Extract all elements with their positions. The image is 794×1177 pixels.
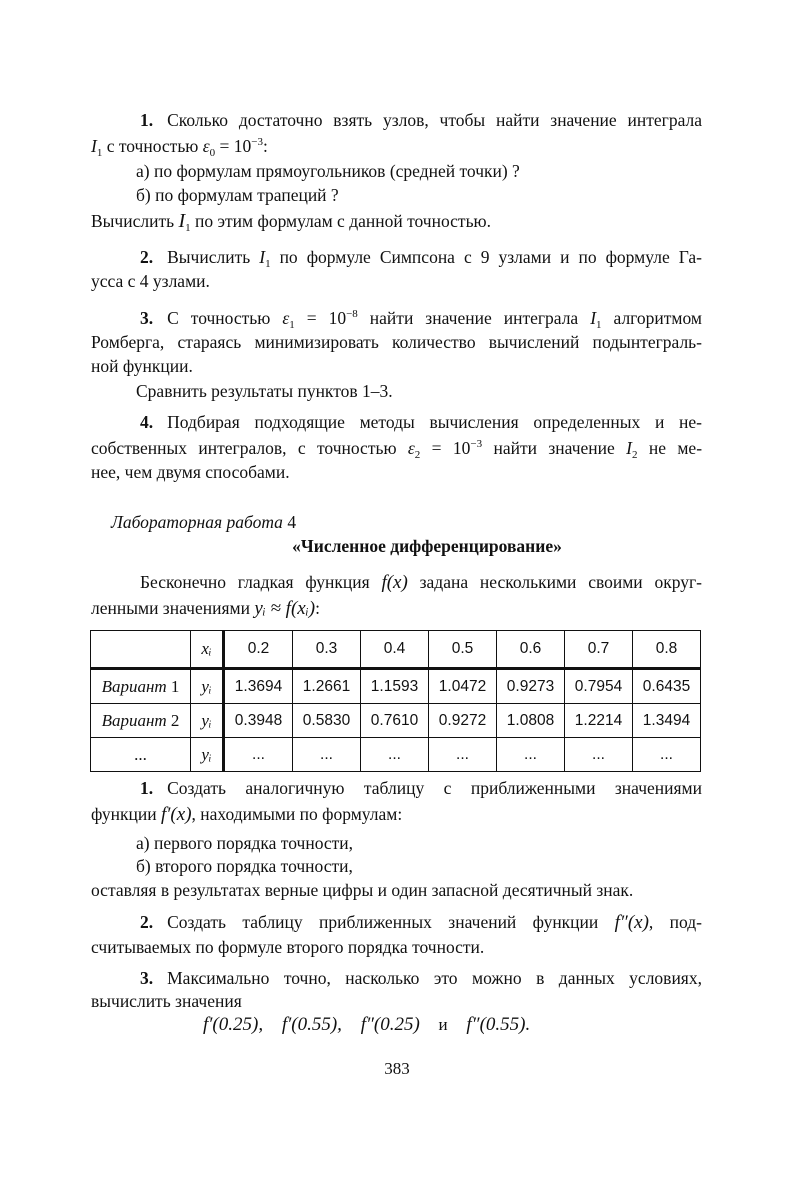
task4-line2 (91, 437, 702, 459)
intro-pre: Бесконечно гладкая функция (140, 572, 382, 592)
variant-number: 2 (166, 710, 180, 730)
s2-task3-formulas (203, 1014, 530, 1036)
var-sub: 1 (596, 319, 602, 331)
lab-label (111, 511, 296, 533)
table-cell: 0.7 (565, 631, 633, 669)
var-I: I (259, 247, 266, 267)
table-header-label (91, 631, 191, 669)
table-row-var: yᵢ (191, 669, 224, 704)
table-row-label (91, 704, 191, 738)
s2-line2-post: , находимыми по формулам: (191, 804, 403, 824)
values-table (90, 630, 701, 772)
epsilon-sub: 2 (414, 449, 421, 461)
var-I: I (178, 210, 186, 232)
table-cell: ... (497, 738, 565, 772)
table-cell: 1.0808 (497, 704, 565, 738)
intro2-formula: yᵢ ≈ f(xᵢ) (254, 598, 316, 619)
table-cell: ... (633, 738, 701, 772)
table-cell: 0.6 (497, 631, 565, 669)
task1-line2-text: с точностью (102, 136, 203, 156)
table-cell: 0.9273 (497, 669, 565, 704)
table-cell: 0.3 (293, 631, 361, 669)
table-row (91, 704, 701, 738)
table-cell: 0.8 (633, 631, 701, 669)
s2-task2-pre: Создать таблицу приближенных значений функции (167, 912, 615, 932)
conjunction: и (438, 1015, 448, 1034)
derivative-f1: f′(x) (161, 804, 192, 825)
intro2-pre: ленными значениями (91, 598, 255, 618)
task1-item-a: а) по формулам прямоугольников (средней точки) ? (136, 161, 520, 181)
epsilon-symbol: ε (202, 136, 210, 156)
formula-fpp-025: f″(0.25) (360, 1014, 420, 1035)
table-cell: 1.2661 (293, 669, 361, 704)
lab-title: «Численное дифференцирование» (292, 536, 562, 556)
epsilon-power: −3 (251, 136, 264, 148)
task3-line2: Ромберга, стараясь минимизировать количество вычислений подынтеграль- (91, 332, 702, 352)
task4-mid: найти значение (482, 438, 627, 458)
var-I: I (91, 136, 97, 156)
task1-compute (91, 210, 491, 232)
var-sub: 1 (265, 258, 271, 270)
var-sub: 1 (96, 147, 103, 159)
variant-text: Вариант (101, 710, 167, 730)
var-sub: 1 (185, 222, 191, 234)
table-cell: 0.7610 (361, 704, 429, 738)
task1-text: Сколько достаточно взять узлов, чтобы найти значение интеграла (167, 110, 702, 130)
s2-task3-line1 (140, 967, 702, 989)
s2-task2-number: 2. (140, 912, 154, 932)
intro-fx: f(x) (381, 572, 408, 593)
table-row-label (91, 738, 191, 772)
task1-line2 (91, 135, 268, 157)
table-row (91, 669, 701, 704)
s2-line2-pre: функции (91, 804, 161, 824)
variant-number: ... (134, 744, 147, 764)
table-cell: 0.6435 (633, 669, 701, 704)
intro-post: задана несколькими своими округ- (407, 572, 702, 592)
s2-task1-line2 (91, 803, 402, 826)
s2-task1-end: оставляя в результатах верные цифры и один запасной десятичный знак. (91, 880, 634, 900)
s2-task1-text: Создать аналогичную таблицу с приближенными значениями (167, 778, 702, 798)
epsilon-eq: = 10 (294, 308, 347, 328)
table-row-var: yᵢ (191, 704, 224, 738)
table-cell: 0.2 (224, 631, 293, 669)
table-cell: 1.0472 (429, 669, 497, 704)
compute-pre: Вычислить (91, 211, 179, 231)
table-cell: 1.2214 (565, 704, 633, 738)
s2-task2-post: , под- (648, 912, 702, 932)
intro2-post: : (315, 598, 320, 618)
task4-pre: собственных интегралов, с точностью (91, 438, 408, 458)
derivative-f2: f″(x) (614, 912, 649, 933)
variant-text: Вариант (101, 676, 167, 696)
s2-task2-line1 (140, 911, 702, 934)
epsilon-symbol: ε (282, 308, 290, 328)
epsilon-symbol: ε (407, 438, 415, 458)
task4-line3: нее, чем двумя способами. (91, 462, 290, 482)
task4-text: Подбирая подходящие методы вычисления определенных и не- (167, 412, 702, 432)
s2-task1-line1 (140, 777, 702, 799)
table-cell: ... (429, 738, 497, 772)
table-cell: 0.5 (429, 631, 497, 669)
compute-post: по этим формулам с данной точностью. (190, 211, 492, 231)
table-cell: ... (565, 738, 633, 772)
epsilon-eq: = 10 (215, 136, 252, 156)
s2-task1-item-a: а) первого порядка точности, (136, 833, 354, 853)
compare-line: Сравнить результаты пунктов 1–3. (136, 381, 393, 401)
formula-fp-025: f′(0.25), (203, 1014, 264, 1035)
s2-task3-text: Максимально точно, насколько это можно в данных условиях, (167, 968, 702, 988)
task3-line3: ной функции. (91, 356, 193, 376)
variant-number: 1 (166, 676, 180, 696)
task4-post: не ме- (637, 438, 703, 458)
task1-line1 (140, 109, 702, 131)
s2-task3-number: 3. (140, 968, 154, 988)
task3-line1 (140, 307, 702, 329)
table-header-var: xᵢ (191, 631, 224, 669)
table-row-var: yᵢ (191, 738, 224, 772)
table-header-row (91, 631, 701, 669)
task2-post: по формуле Симпсона с 9 узлами и по формуле Га- (270, 247, 702, 267)
task2-line2: усса с 4 узлами. (91, 271, 210, 291)
table-cell: 0.3948 (224, 704, 293, 738)
lab-intro-line1 (140, 571, 702, 594)
lab-number: 4 (282, 512, 297, 532)
var-sub: 2 (631, 449, 638, 461)
epsilon-sub: 0 (209, 147, 216, 159)
formula-fp-055: f′(0.55), (281, 1014, 342, 1035)
var-I: I (626, 438, 632, 458)
table-cell: 1.3694 (224, 669, 293, 704)
task2-pre: Вычислить (167, 247, 260, 267)
formula-fpp-055: f″(0.55). (466, 1014, 531, 1035)
lab-label-text: Лабораторная работа (111, 512, 283, 532)
table-cell: 0.4 (361, 631, 429, 669)
table-cell: 0.5830 (293, 704, 361, 738)
s2-task2-line2: считываемых по формуле второго порядка точности. (91, 937, 485, 957)
task1-number: 1. (140, 110, 154, 130)
s2-task1-number: 1. (140, 778, 154, 798)
table-cell: 1.1593 (361, 669, 429, 704)
task3-pre: С точностью (167, 308, 283, 328)
colon: : (263, 136, 268, 156)
s2-task1-item-b: б) второго порядка точности, (136, 856, 353, 876)
var-I: I (590, 308, 597, 328)
epsilon-power: −8 (346, 308, 358, 320)
table-cell: 1.3494 (633, 704, 701, 738)
table-cell: ... (293, 738, 361, 772)
task3-mid: найти значение интеграла (357, 308, 591, 328)
table-cell: 0.7954 (565, 669, 633, 704)
task3-post: алгоритмом (601, 308, 702, 328)
epsilon-eq: = 10 (420, 438, 471, 458)
table-row-label (91, 669, 191, 704)
table-cell: ... (224, 738, 293, 772)
task2-number: 2. (140, 247, 154, 267)
task4-number: 4. (140, 412, 154, 432)
task1-item-b: б) по формулам трапеций ? (136, 185, 339, 205)
epsilon-sub: 1 (289, 319, 295, 331)
table-cell: ... (361, 738, 429, 772)
page-number: 383 (384, 1059, 410, 1078)
epsilon-power: −3 (470, 438, 483, 450)
task4-line1 (140, 411, 702, 433)
task3-number: 3. (140, 308, 154, 328)
table-row (91, 738, 701, 772)
task2-line1 (140, 246, 702, 268)
table-cell: 0.9272 (429, 704, 497, 738)
s2-task3-line2: вычислить значения (91, 991, 242, 1011)
lab-intro-line2 (91, 597, 320, 620)
